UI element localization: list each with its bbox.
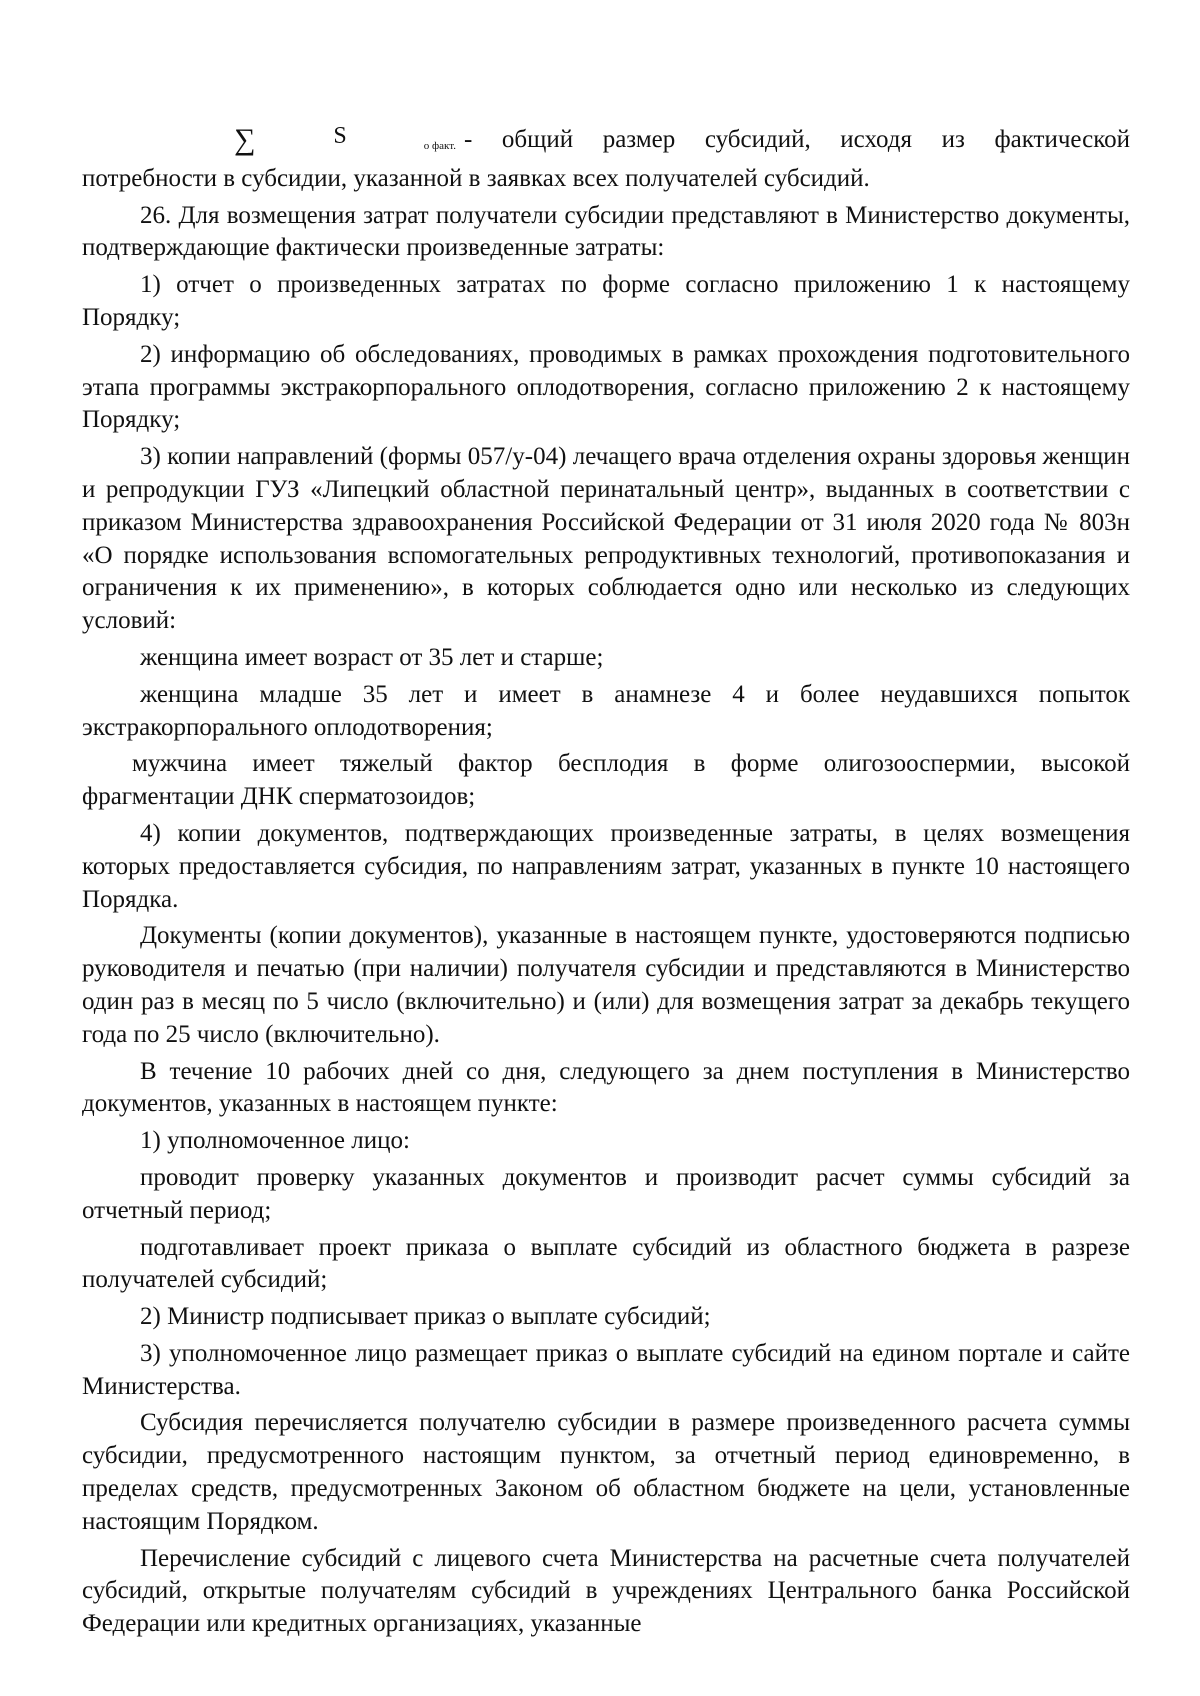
step-1-b: подготавливает проект приказа о выплате субсидий из областного бюджета в разрезе получателей субсидий;: [82, 1233, 1130, 1294]
document-body: [82, 120, 1130, 1641]
subsidy-transfer-paragraph: Субсидия перечисляется получателю субсидии в размере произведенного расчета суммы субсидии, предусмотренного настоящим пунктом, за отчетный период единовременно, в пределах средств, предусмотренных Законом об областном бюджете на цели, установленные настоящим Порядком.: [82, 1409, 1130, 1535]
documents-paragraph: Документы (копии документов), указанные в настоящем пункте, удостоверяются подписью руководителя и печатью (при наличии) получателя субсидии и представляются в Министерство один раз в месяц по 5 число (включительно) и (или) для возмещения затрат за декабрь текущего года по 25 число (включительно).: [82, 922, 1130, 1048]
list-item-1: 1) отчет о произведенных затратах по форме согласно приложению 1 к настоящему Порядку;: [82, 271, 1130, 331]
list-item-2: 2) информацию об обследованиях, проводимых в рамках прохождения подготовительного этапа программы экстракорпорального оплодотворения, согласно приложению 2 к настоящему Порядку;: [82, 340, 1130, 434]
list-item-3: 3) копии направлений (формы 057/у-04) лечащего врача отделения охраны здоровья женщин и репродукции ГУЗ «Липецкий областной перинатальный центр», выданных в соответствии с приказом Министерства здравоохранения Российской Федерации от 31 июля 2020 года № 803н «О порядке использования вспомогательных репродуктивных технологий, противопоказания и ограничения к их применению», в которых соблюдается одно или несколько из следующих условий:: [82, 443, 1130, 635]
paragraph-26: 26. Для возмещения затрат получатели субсидии представляют в Министерство документы, подтверждающие фактически произведенные затраты:: [82, 201, 1130, 262]
formula-paragraph: [82, 120, 1130, 196]
step-1-a: проводит проверку указанных документов и производит расчет суммы субсидий за отчетный период;: [82, 1163, 1130, 1224]
condition-2: женщина младше 35 лет и имеет в анамнезе 4 и более неудавшихся попыток экстракорпорального оплодотворения;: [82, 680, 1130, 741]
condition-1: женщина имеет возраст от 35 лет и старше;: [140, 643, 604, 671]
sigma-symbol: ∑: [234, 123, 256, 156]
list-item-4: 4) копии документов, подтверждающих произведенные затраты, в целях возмещения которых предоставляется субсидия, по направлениям затрат, указанных в пункте 10 настоящего Порядка.: [82, 819, 1130, 913]
review-period-paragraph: В течение 10 рабочих дней со дня, следующего за днем поступления в Министерство документов, указанных в настоящем пункте:: [82, 1057, 1130, 1118]
step-2: 2) Министр подписывает приказ о выплате субсидий;: [140, 1303, 711, 1331]
condition-3: мужчина имеет тяжелый фактор бесплодия в форме олигозооспермии, высокой фрагментации ДНК сперматозоидов;: [82, 750, 1130, 811]
formula-symbol: S: [333, 123, 347, 149]
step-1: 1) уполномоченное лицо:: [140, 1127, 410, 1155]
step-3: 3) уполномоченное лицо размещает приказ о выплате субсидий на едином портале и сайте Министерства.: [82, 1339, 1130, 1400]
formula-subscript: о факт.: [423, 140, 456, 152]
formula-text: - общий размер субсидий, исходя из фактической потребности в субсидии, указанной в заявках всех получателей субсидий.: [82, 126, 1130, 192]
account-transfer-paragraph: Перечисление субсидий с лицевого счета Министерства на расчетные счета получателей субсидий, открытые получателям субсидий в учреждениях Центрального банка Российской Федерации или кредитных организациях, указанные: [82, 1544, 1130, 1638]
